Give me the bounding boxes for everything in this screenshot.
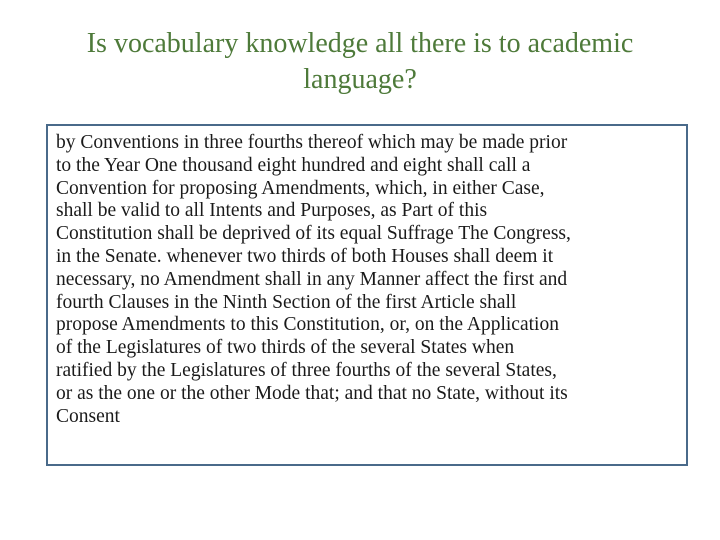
body-text-line: in the Senate. whenever two thirds of both Houses shall deem it [56, 245, 554, 267]
body-text-line: necessary, no Amendment shall in any Manner affect the first and [56, 268, 568, 290]
body-text-line: propose Amendments to this Constitution, or, on the Application [56, 314, 559, 336]
body-text-line: ratified by the Legislatures of three fourths of the several States, [56, 359, 557, 381]
body-text [56, 132, 688, 428]
body-text-line: Consent [56, 405, 120, 427]
body-text-line: of the Legislatures of two thirds of the several States when [56, 337, 515, 359]
body-text-line: by Conventions in three fourths thereof which may be made prior [56, 132, 568, 153]
body-text-line: shall be valid to all Intents and Purposes, as Part of this [56, 200, 488, 222]
body-text-line: fourth Clauses in the Ninth Section of the first Article shall [56, 291, 517, 313]
body-text-line: or as the one or the other Mode that; and that no State, without its [56, 382, 568, 404]
slide-title-line-1: Is vocabulary knowledge all there is to academic [86, 28, 634, 59]
body-text-line: Convention for proposing Amendments, which, in either Case, [56, 177, 545, 199]
body-text-box [46, 124, 688, 466]
slide-title-line-2: language? [303, 64, 417, 95]
body-text-line: to the Year One thousand eight hundred and eight shall call a [56, 154, 531, 176]
body-text-line: Constitution shall be deprived of its equal Suffrage The Congress, [56, 223, 571, 245]
slide-title [20, 26, 700, 98]
